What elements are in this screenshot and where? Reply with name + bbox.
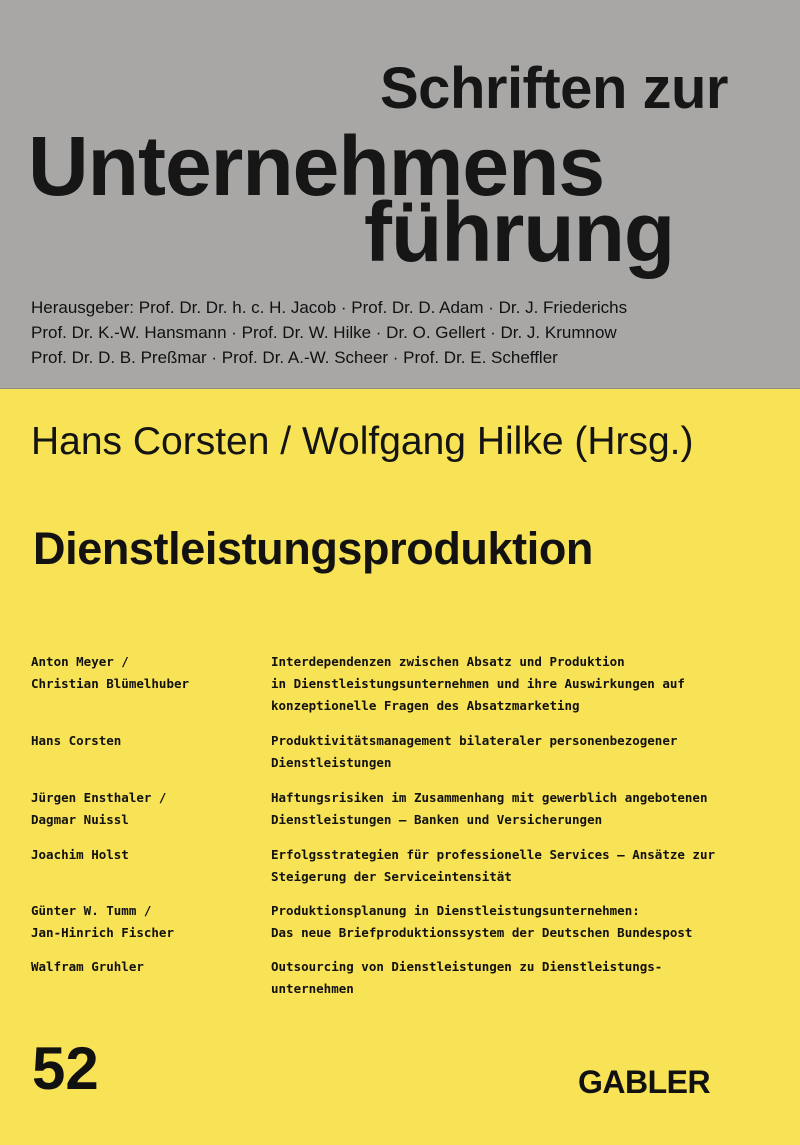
author-line: Dagmar Nuissl	[31, 812, 129, 827]
contents-title	[271, 900, 771, 944]
article-title-line: Interdependenzen zwischen Absatz und Produktion	[271, 654, 625, 669]
article-title-line: Erfolgsstrategien für professionelle Services – Ansätze zur	[271, 847, 716, 862]
contents-authors	[31, 730, 251, 752]
contents-authors	[31, 900, 251, 944]
article-title-line: Das neue Briefproduktionssystem der Deutschen Bundespost	[271, 925, 693, 940]
article-title-line: in Dienstleistungsunternehmen und ihre Auswirkungen auf	[271, 676, 685, 691]
contents-title	[271, 956, 771, 1000]
contents-authors	[31, 844, 251, 866]
contents-title	[271, 844, 771, 888]
author-line: Jürgen Ensthaler /	[31, 790, 167, 805]
article-title-line: Dienstleistungen	[271, 755, 392, 770]
series-title-line-3: führung	[364, 185, 675, 279]
author-line: Anton Meyer /	[31, 654, 129, 669]
contents-authors	[31, 956, 251, 978]
contents-authors	[31, 651, 251, 695]
series-editor-line-3: Prof. Dr. D. B. Preßmar · Prof. Dr. A.-W. Scheer · Prof. Dr. E. Scheffler	[31, 348, 558, 367]
series-header-band	[0, 0, 800, 389]
article-title-line: Outsourcing von Dienstleistungen zu Dienstleistungs-	[271, 959, 663, 974]
author-line: Christian Blümelhuber	[31, 676, 190, 691]
article-title-line: Produktivitätsmanagement bilateraler personenbezogener	[271, 733, 678, 748]
article-title-line: unternehmen	[271, 981, 354, 996]
series-editor-line-1: Herausgeber: Prof. Dr. Dr. h. c. H. Jacob · Prof. Dr. D. Adam · Dr. J. Friederichs	[31, 298, 628, 317]
article-title-line: Haftungsrisiken im Zusammenhang mit gewerblich angebotenen	[271, 790, 708, 805]
article-title-line: Produktionsplanung in Dienstleistungsunternehmen:	[271, 903, 640, 918]
series-title-line-1: Schriften zur	[380, 56, 728, 121]
author-line: Jan-Hinrich Fischer	[31, 925, 174, 940]
article-title-line: Steigerung der Serviceintensität	[271, 869, 512, 884]
book-title: Dienstleistungsproduktion	[33, 523, 594, 575]
contents-title	[271, 651, 771, 717]
article-title-line: Dienstleistungen – Banken und Versicherungen	[271, 812, 603, 827]
book-editors: Hans Corsten / Wolfgang Hilke (Hrsg.)	[31, 420, 694, 463]
volume-number: 52	[32, 1035, 99, 1102]
series-title-line-2: Unternehmens	[28, 119, 605, 213]
author-line: Hans Corsten	[31, 733, 122, 748]
author-line: Günter W. Tumm /	[31, 903, 152, 918]
contents-authors	[31, 787, 251, 831]
contents-list	[31, 651, 771, 1001]
author-line: Joachim Holst	[31, 847, 129, 862]
author-line: Walfram Gruhler	[31, 959, 144, 974]
series-editors	[31, 295, 771, 370]
series-title	[0, 0, 800, 290]
publisher-logo: GABLER	[578, 1064, 711, 1100]
article-title-line: konzeptionelle Fragen des Absatzmarketing	[271, 698, 580, 713]
series-editor-line-2: Prof. Dr. K.-W. Hansmann · Prof. Dr. W. Hilke · Dr. O. Gellert · Dr. J. Krumnow	[31, 323, 617, 342]
contents-title	[271, 730, 771, 774]
contents-title	[271, 787, 771, 831]
